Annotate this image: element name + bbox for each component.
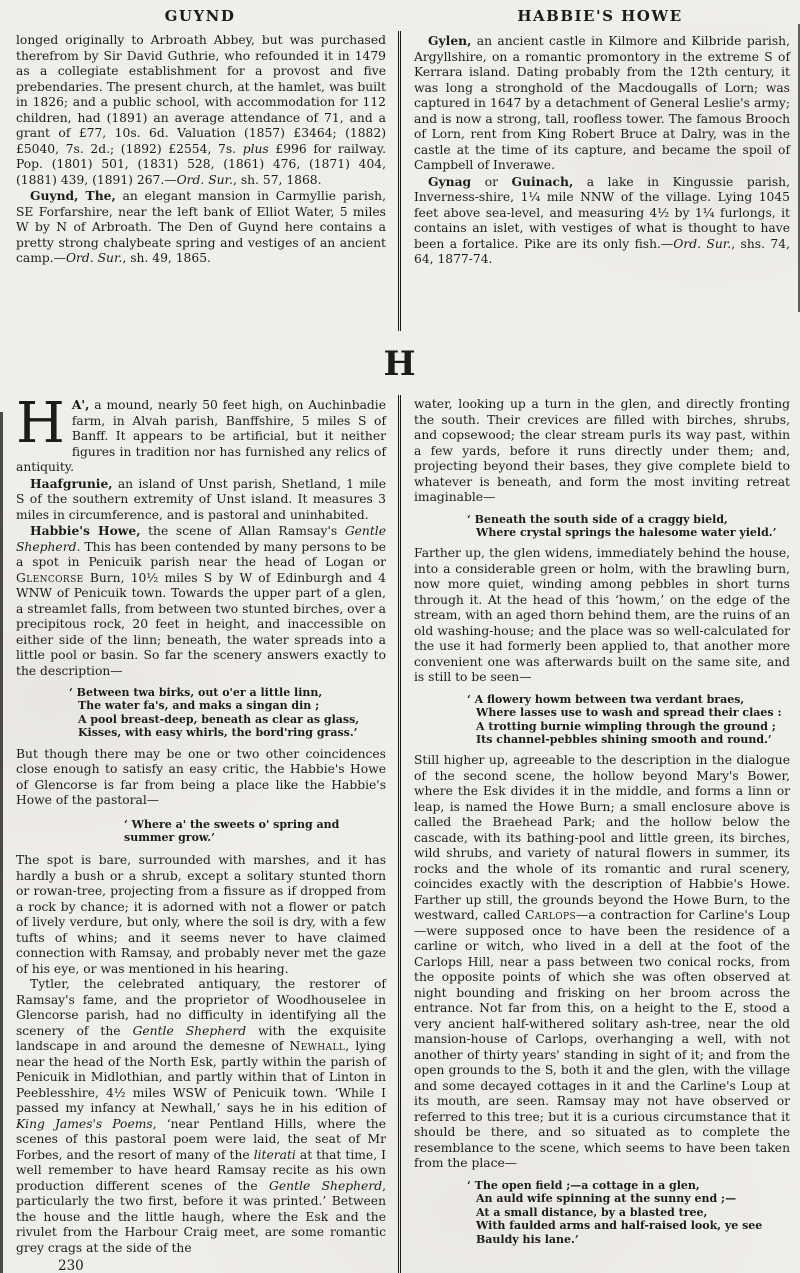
verse-quote-open-field: ‘ The open field ;—a cottage in a glen, An auld wife spinning at the sunny end ;— At a small distance, by a blasted tree, With faulded arms and half-raised look, ye see Bauldy his lane.’ — [467, 1178, 763, 1246]
verse-quote-sweets: ‘ Where a' the sweets o' spring and summer grow.’ — [124, 817, 340, 845]
bottom-section — [0, 395, 800, 1273]
para-the-spot: The spot is bare, surrounded with marshes, and it has hardly a bush or a shrub, except a solitary stunted thorn or rowan-tree, projecting from a fissure as if dropped from a rock by chance; it is adorned with not a flower or patch of lively verdure, but only, where the soil is dry, with a few tufts of whins; and it seems never to have claimed connection with Ramsay, and probably never met the gaze of his eye, or was mentioned in his hearing. — [16, 853, 386, 976]
top-left-column — [0, 31, 398, 331]
verse-quote-howm: ‘ A flowery howm between twa verdant braes, Where lasses use to wash and spread their claes : A trotting burnie wimpling through the ground ; Its channel-pebbles shining smooth and round.’ — [467, 692, 782, 747]
section-letter-heading: H — [383, 344, 417, 384]
scan-edge-artifact-left — [0, 412, 3, 1273]
entry-guynd-the: Guynd, The, an elegant mansion in Carmyllie parish, SE Forfarshire, near the left bank of Elliot Water, 5 miles W by N of Arbroath. The Den of Guynd here contains a pretty strong chalybeate spring and vestiges of an ancient camp.—Ord. Sur., sh. 49, 1865. — [16, 188, 386, 265]
verse-quote-birks: ‘ Between twa birks, out o'er a little linn, The water fa's, and maks a singan din ; A pool breast-deep, beneath as clear as glass, Kisses, with easy whirls, the bord'ring grass.’ — [69, 686, 360, 740]
verse-quote-bield: ‘ Beneath the south side of a craggy bield, Where crystal springs the halesome water yield.’ — [467, 512, 777, 539]
entry-ha — [16, 397, 386, 476]
top-section — [0, 31, 800, 331]
running-heads — [0, 0, 800, 31]
entry-habbies-howe: Habbie's Howe, the scene of Allan Ramsay's Gentle Shepherd. This has been contended by many persons to be a spot in Penicuik parish near the head of Logan or Glencorse Burn, 10½ miles S by W of Edinburgh and 4 WNW of Penicuik town. Towards the upper part of a glen, a streamlet falls, from between two stunted birches, over a precipitous rock, 20 feet in height, and inaccessible on either side of the linn; beneath, the water spreads into a little pool or basin. So far the scenery answers exactly to the description— — [16, 523, 386, 678]
entry-gynag: Gynag or Guinach, a lake in Kingussie parish, Inverness-shire, 1¼ mile NNW of the village. Lying 1045 feet above sea-level, and measuring 4½ by 1¼ furlongs, it contains an islet, with vestiges of what is thought to have been a fortalice. Pike are its only fish.—Ord. Sur., shs. 74, 64, 1877-74. — [414, 173, 790, 266]
entry-haafgrunie: Haafgrunie, an island of Unst parish, Shetland, 1 mile S of the southern extremity of Unst island. It measures 3 miles in circumference, and is pastoral and uninhabited. — [16, 475, 386, 522]
bottom-right-column — [398, 395, 800, 1273]
para-tytler: Tytler, the celebrated antiquary, the restorer of Ramsay's fame, and the proprietor of Woodhouselee in Glencorse parish, had no difficulty in identifying all the scenery of the Gentle Shepherd with the exquisite landscape in and around the demesne of Newhall, lying near the head of the North Esk, partly within the parish of Penicuik in Midlothian, and partly within that of Linton in Peeblesshire, 4½ miles WSW of Penicuik town. ‘While I passed my infancy at Newhall,’ says he in his edition of King James's Poems, ‘near Pentland Hills, where the scenes of this pastoral poem were laid, the seat of Mr Forbes, and the resort of many of the literati at that time, I well remember to have heard Ramsay recite as his own production different scenes of the Gentle Shepherd, particularly the two first, before it was printed.’ Between the house and the little haugh, where the Esk and the rivulet from the Harbour Craig meet, are some romantic grey crags at the side of the — [16, 977, 387, 1255]
page-number: 230 — [58, 1258, 84, 1273]
entry-gylen: Gylen, an ancient castle in Kilmore and Kilbride parish, Argyllshire, on a romantic promontory in the extreme S of Kerrara island. Dating probably from the 12th century, it was long a stronghold of the Macdougalls of Lorn; was captured in 1647 by a detachment of General Leslie's army; and is now a strong, tall, roofless tower. The famous Brooch of Lorn, rent from King Robert Bruce at Dalry, was in the castle at the time of its capture, and became the spoil of Campbell of Inverawe. — [414, 33, 790, 172]
entry-ha-text: A', a mound, nearly 50 feet high, on Auchinbadie farm, in Alvah parish, Banffshire, 5 miles S of Banff. It appears to be artificial, but it neither figures in tradition nor has furnished any relics of antiquity. — [16, 397, 386, 474]
para-still-higher: Still higher up, agreeable to the description in the dialogue of the second scene, the hollow beyond Mary's Bower, where the Esk divides it in the middle, and forms a linn or leap, is named the Howe Burn; a small enclosure above is called the Braehead Park; and the hollow below the cascade, with its bathing-pool and little green, its birches, wild shrubs, and variety of natural flowers in summer, its rocks and the whole of its romantic and rural scenery, coincides exactly with the description of Habbie's Howe. Farther up still, the grounds beyond the Howe Burn, to the westward, called Carlops—a contraction for Carline's Loup—were supposed once to have been the residence of a carline or witch, who lived in a dell at the foot of the Carlops Hill, near a pass between two conical rocks, from the opposite points of which she was often observed at night bounding and frisking on her broom across the entrance. Not far from this, on a height to the E, stood a very ancient half-withered solitary ash-tree, near the old mansion-house of Carlops, overhanging a well, with not another of thirty years' standing in sight of it; and from the open grounds to the S, both it and the glen, with the village and some decayed cottages in it and the Carline's Loup at its mouth, are seen. Ramsay may not have observed or referred to this tree; but it is a curious circumstance that it should be there, and so situated as to complete the resemblance to the scene, which seems to have been taken from the place— — [414, 753, 790, 1171]
top-right-column — [398, 31, 800, 331]
running-head-right: HABBIE'S HOWE — [517, 7, 683, 25]
para-farther-up: Farther up, the glen widens, immediately behind the house, into a considerable green or holm, with the brawling burn, now more quiet, winding among pebbles in short turns through it. At the head of this ‘howm,’ on the edge of the stream, with an aged thorn behind them, are the ruins of an old washing-house; and the place was so well-calculated for the use it had formerly been applied to, that another more convenient one was afterwards built on the same site, and is still to be seen— — [414, 546, 790, 685]
entry-guynd-continuation: longed originally to Arbroath Abbey, but was purchased therefrom by Sir David Guthrie, who refounded it in 1479 as a collegiate establishment for a provost and five prebendaries. The present church, at the hamlet, was built in 1826; and a public school, with accommodation for 112 children, had (1891) an average attendance of 71, and a grant of £77, 10s. 6d. Valuation (1857) £3464; (1882) £5040, 7s. 2d.; (1892) £2554, 7s. plus £996 for railway. Pop. (1801) 501, (1831) 528, (1861) 476, (1871) 404, (1881) 439, (1891) 267.—Ord. Sur., sh. 57, 1868. — [16, 33, 386, 187]
para-but-though: But though there may be one or two other coincidences close enough to satisfy an easy critic, the Habbie's Howe of Glencorse is far from being a place like the Habbie's Howe of the pastoral— — [16, 746, 386, 808]
dropcap-h: H — [16, 395, 65, 456]
running-head-left: GUYND — [164, 7, 236, 25]
bottom-left-column — [0, 395, 398, 1273]
para-water-looking: water, looking up a turn in the glen, and directly fronting the south. Their crevices are filled with birches, shrubs, and copsewood; the clear stream purls its way past, within a few yards, before it runs directly under them; and, projecting beyond their bases, they give complete bield to whatever is beneath, and form the most inviting retreat imaginable— — [414, 397, 790, 504]
